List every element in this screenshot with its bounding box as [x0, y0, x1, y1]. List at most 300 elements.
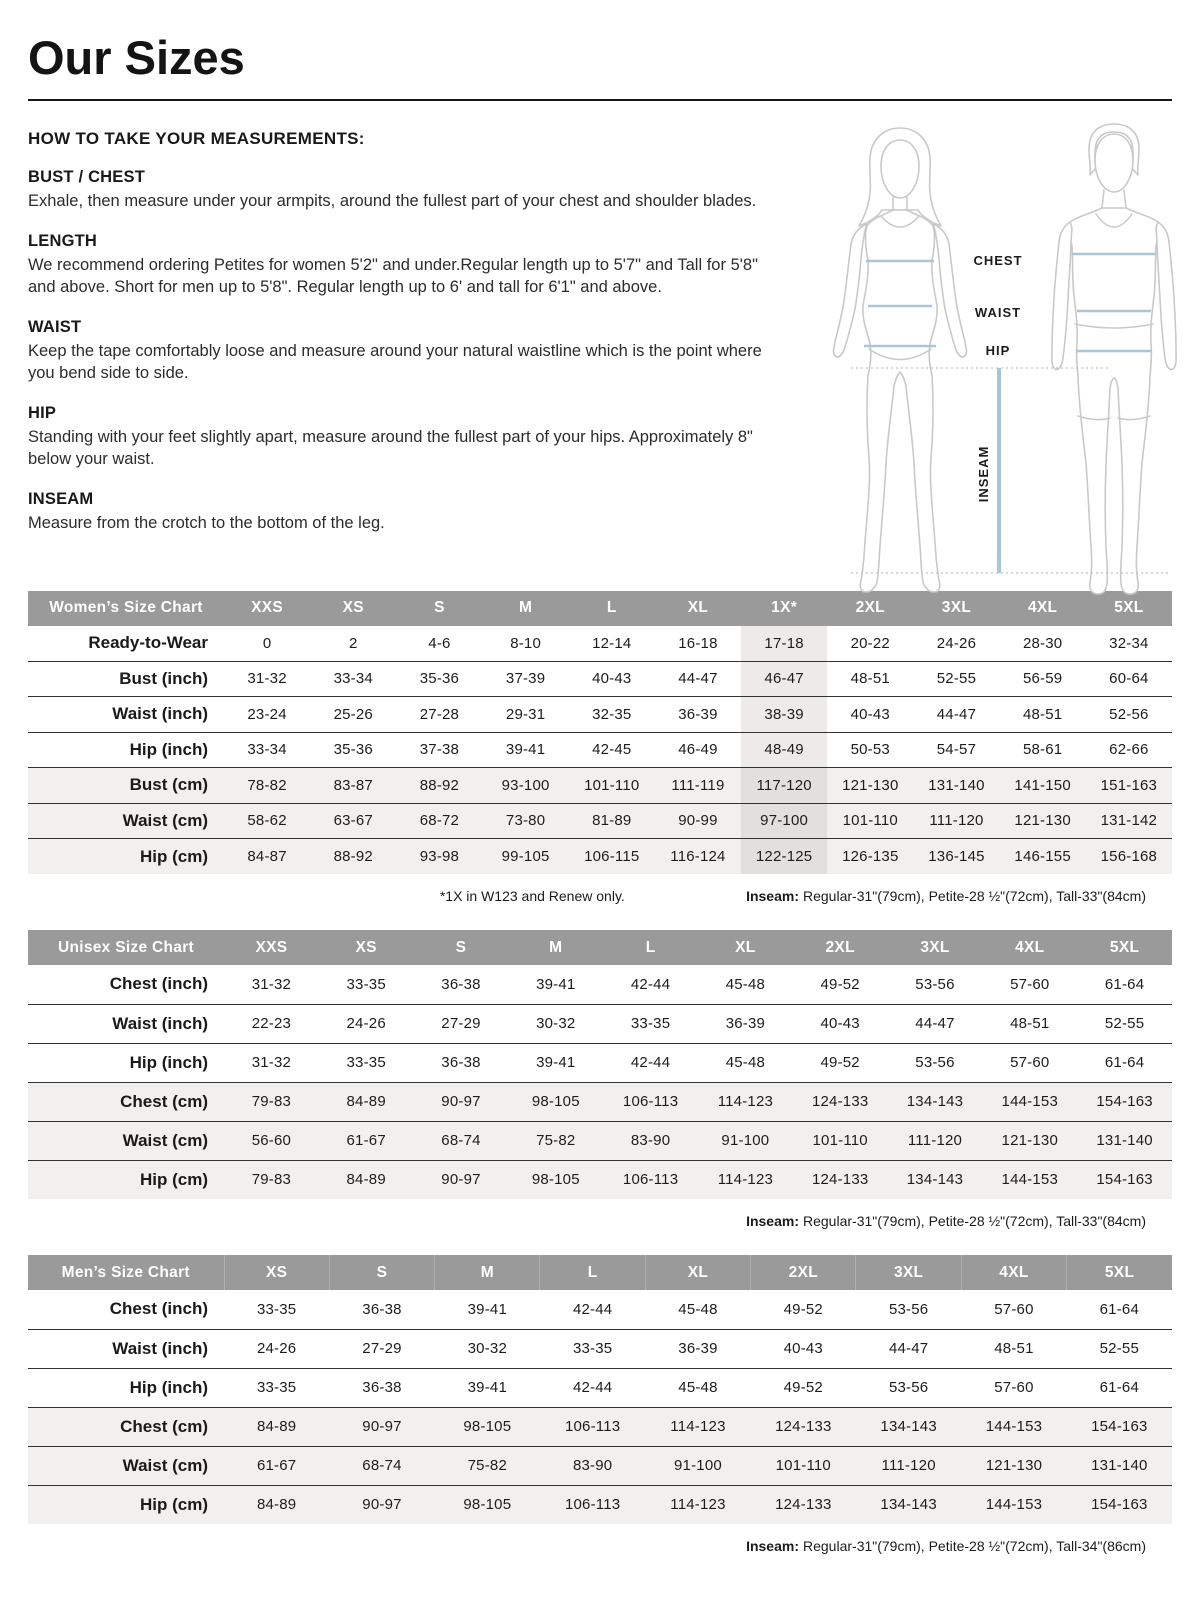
size-cell: 44-47 — [678, 670, 718, 688]
female-figure — [833, 128, 966, 592]
size-cell: 61-64 — [1104, 975, 1145, 993]
measurement-diagram — [806, 118, 1186, 598]
unisex-table-grid — [28, 930, 1172, 1199]
size-cell: 121-130 — [842, 776, 899, 794]
size-cell: 52-56 — [1109, 705, 1149, 723]
size-cell: 50-53 — [850, 741, 890, 759]
row-label: Ready-to-Wear — [88, 633, 208, 652]
size-cell: 101-110 — [842, 812, 898, 830]
column-header: 1X* — [741, 591, 827, 626]
size-cell: 33-35 — [630, 1015, 671, 1032]
title-divider — [28, 99, 1172, 101]
size-cell: 111-120 — [907, 1132, 963, 1149]
table-row — [28, 1043, 1172, 1082]
size-cell: 68-74 — [362, 1457, 402, 1474]
section-body: Standing with your feet slightly apart, measure around the fullest part of your hips. Approximately 8" below your waist. — [28, 427, 753, 468]
womens-footnotes — [28, 888, 1172, 904]
size-cell: 78-82 — [247, 776, 287, 794]
womens-size-table — [28, 591, 1172, 875]
size-cell: 58-61 — [1022, 741, 1063, 759]
size-cell: 38-39 — [741, 697, 827, 733]
mens-size-chart-section — [28, 1255, 1172, 1554]
size-cell: 75-82 — [536, 1132, 576, 1149]
size-cell: 35-36 — [419, 670, 460, 688]
size-cell: 32-35 — [592, 705, 632, 723]
size-cell: 60-64 — [1109, 670, 1149, 688]
size-cell: 39-41 — [467, 1379, 507, 1396]
table-row — [28, 1290, 1172, 1329]
unisex-footnotes — [28, 1213, 1172, 1229]
size-cell: 98-105 — [531, 1171, 580, 1189]
section-title: HIP — [28, 403, 57, 422]
size-cell: 24-26 — [256, 1340, 297, 1357]
size-cell: 131-140 — [1091, 1457, 1148, 1474]
size-cell: 57-60 — [994, 1300, 1034, 1318]
inseam-footnote-text: Regular-31"(79cm), Petite-28 ½"(72cm), Tall-33"(84cm) — [803, 888, 1146, 904]
row-label: Bust (cm) — [129, 775, 208, 795]
size-cell: 42-45 — [592, 741, 632, 759]
size-cell: 45-48 — [678, 1379, 718, 1396]
size-cell: 93-98 — [419, 848, 460, 865]
size-cell: 52-55 — [936, 670, 977, 688]
table-row — [28, 803, 1172, 839]
size-cell: 48-51 — [1010, 1015, 1050, 1032]
size-cell: 91-100 — [674, 1457, 722, 1474]
size-cell: 154-163 — [1096, 1093, 1153, 1110]
size-cell: 68-72 — [419, 812, 460, 830]
size-cell: 117-120 — [741, 768, 827, 804]
size-cell: 57-60 — [994, 1379, 1034, 1396]
size-cell: 48-51 — [1022, 705, 1063, 723]
size-cell: 106-115 — [584, 848, 640, 865]
table-title: Women’s Size Chart — [28, 591, 224, 626]
size-cell: 36-38 — [362, 1379, 402, 1396]
mens-footnotes — [28, 1538, 1172, 1554]
size-cell: 40-43 — [592, 670, 632, 688]
size-cell: 32-34 — [1109, 634, 1149, 652]
column-header: S — [396, 591, 482, 626]
size-cell: 73-80 — [505, 812, 546, 830]
size-cell: 24-26 — [936, 634, 977, 652]
size-cell: 52-55 — [1104, 1015, 1145, 1032]
size-cell: 48-51 — [850, 670, 890, 688]
size-cell: 36-38 — [441, 975, 481, 993]
size-cell: 12-14 — [592, 634, 632, 652]
size-cell: 57-60 — [1010, 975, 1050, 993]
size-cell: 36-39 — [725, 1015, 766, 1032]
size-cell: 144-153 — [985, 1496, 1043, 1514]
size-cell: 134-143 — [880, 1418, 937, 1435]
page-title: Our Sizes — [28, 31, 245, 84]
size-cell: 154-163 — [1091, 1418, 1148, 1435]
size-cell: 33-34 — [247, 741, 287, 759]
size-cell: 151-163 — [1100, 776, 1158, 794]
column-header: 4XL — [1000, 591, 1086, 626]
size-cell: 134-143 — [906, 1093, 964, 1110]
size-cell: 84-89 — [256, 1496, 297, 1514]
table-row — [28, 697, 1172, 733]
row-label: Hip (inch) — [129, 739, 208, 759]
section-body: Exhale, then measure under your armpits, around the fullest part of your chest and shoulder blades. — [28, 192, 757, 210]
size-cell: 30-32 — [536, 1015, 576, 1032]
size-cell: 124-133 — [775, 1496, 832, 1514]
size-cell: 40-43 — [820, 1015, 860, 1032]
column-header: L — [603, 930, 698, 965]
womens-inseam-footnote — [746, 888, 1172, 904]
mens-size-table — [28, 1255, 1172, 1524]
inseam-footnote-label: Inseam: — [746, 1213, 799, 1229]
size-cell: 36-38 — [362, 1300, 402, 1318]
size-cell: 22-23 — [251, 1015, 292, 1032]
size-cell: 36-38 — [441, 1054, 481, 1071]
size-cell: 106-113 — [564, 1496, 621, 1514]
size-cell: 57-60 — [1010, 1054, 1050, 1071]
inseam-footnote-text: Regular-31"(79cm), Petite-28 ½"(72cm), Tall-33"(84cm) — [803, 1213, 1146, 1229]
size-cell: 121-130 — [985, 1457, 1043, 1474]
size-cell: 83-87 — [333, 776, 373, 794]
size-cell: 84-87 — [247, 848, 287, 865]
unisex-size-table — [28, 930, 1172, 1199]
mens-inseam-footnote — [746, 1538, 1172, 1554]
column-header: 2XL — [827, 591, 913, 626]
size-cell: 68-74 — [441, 1132, 481, 1149]
size-cell: 2 — [348, 634, 358, 652]
size-cell: 124-133 — [811, 1093, 869, 1110]
size-cell: 114-123 — [717, 1171, 774, 1189]
table-title: Men’s Size Chart — [28, 1255, 224, 1290]
column-header: M — [435, 1255, 540, 1290]
size-cell: 17-18 — [741, 626, 827, 662]
size-cell: 83-90 — [630, 1132, 671, 1149]
measurement-instructions — [28, 129, 776, 535]
size-cell: 154-163 — [1091, 1496, 1148, 1514]
row-label: Hip (inch) — [129, 1377, 208, 1397]
size-cell: 106-113 — [622, 1171, 679, 1189]
size-cell: 90-97 — [362, 1496, 402, 1514]
size-cell: 61-64 — [1099, 1379, 1139, 1396]
size-cell: 101-110 — [812, 1132, 868, 1149]
column-header: 2XL — [751, 1255, 856, 1290]
section-waist — [28, 318, 776, 385]
size-cell: 84-89 — [346, 1171, 386, 1189]
size-cell: 4-6 — [428, 634, 451, 652]
size-cell: 42-44 — [572, 1379, 613, 1396]
table-title: Unisex Size Chart — [28, 930, 224, 965]
size-cell: 154-163 — [1096, 1171, 1153, 1189]
size-cell: 122-125 — [741, 839, 827, 875]
size-cell: 124-133 — [775, 1418, 832, 1435]
size-cell: 36-39 — [678, 705, 718, 723]
row-label: Waist (cm) — [122, 1130, 208, 1150]
size-cell: 27-29 — [441, 1015, 481, 1032]
size-cell: 33-35 — [572, 1340, 613, 1357]
table-row — [28, 965, 1172, 1004]
size-cell: 33-35 — [346, 975, 386, 993]
howto-heading: HOW TO TAKE YOUR MEASUREMENTS: — [28, 129, 365, 148]
row-label: Hip (cm) — [140, 1494, 208, 1514]
size-cell: 134-143 — [906, 1171, 964, 1189]
size-cell: 106-113 — [564, 1418, 621, 1435]
size-cell: 90-97 — [441, 1171, 481, 1189]
size-cell: 24-26 — [346, 1015, 386, 1032]
inseam-label: INSEAM — [976, 445, 991, 503]
column-header: 5XL — [1077, 930, 1172, 965]
column-header: XXS — [224, 930, 319, 965]
table-row — [28, 732, 1172, 768]
column-header: S — [329, 1255, 434, 1290]
size-cell: 101-110 — [775, 1457, 831, 1474]
size-cell: 53-56 — [915, 975, 955, 993]
row-label: Hip (inch) — [129, 1052, 208, 1072]
size-cell: 84-89 — [256, 1418, 297, 1435]
table-row — [28, 839, 1172, 875]
table-row — [28, 1329, 1172, 1368]
column-header: L — [569, 591, 655, 626]
column-header: XL — [655, 591, 741, 626]
section-title: INSEAM — [28, 489, 94, 508]
column-header: 5XL — [1086, 591, 1172, 626]
row-label: Waist (inch) — [112, 1338, 208, 1358]
row-label: Waist (cm) — [122, 1455, 208, 1475]
size-cell: 106-113 — [622, 1093, 679, 1110]
column-header: 3XL — [888, 930, 983, 965]
size-cell: 131-142 — [1100, 812, 1158, 830]
inseam-footnote-label: Inseam: — [746, 888, 799, 904]
size-cell: 31-32 — [251, 975, 292, 993]
size-cell: 28-30 — [1022, 634, 1063, 652]
column-header: XXS — [224, 591, 310, 626]
size-cell: 79-83 — [251, 1171, 292, 1189]
size-cell: 0 — [262, 634, 272, 652]
size-cell: 48-49 — [741, 732, 827, 768]
size-cell: 30-32 — [467, 1340, 507, 1357]
section-body: Measure from the crotch to the bottom of the leg. — [28, 513, 385, 532]
size-cell: 61-67 — [256, 1457, 297, 1474]
column-header: 3XL — [856, 1255, 961, 1290]
size-cell: 84-89 — [346, 1093, 386, 1110]
size-cell: 45-48 — [725, 975, 766, 993]
table-row — [28, 1121, 1172, 1160]
size-cell: 144-153 — [1001, 1093, 1058, 1110]
size-cell: 131-140 — [928, 776, 985, 794]
size-cell: 121-130 — [1001, 1132, 1058, 1149]
size-cell: 101-110 — [584, 776, 640, 794]
hip-label: HIP — [985, 343, 1011, 358]
size-cell: 45-48 — [678, 1300, 718, 1318]
size-cell: 44-47 — [936, 705, 977, 723]
size-cell: 98-105 — [531, 1093, 580, 1110]
womens-1x-footnote: *1X in W123 and Renew only. — [439, 888, 625, 904]
size-cell: 121-130 — [1014, 812, 1071, 830]
section-body: Keep the tape comfortably loose and measure around your natural waistline which is the point where you bend side to side. — [28, 341, 762, 382]
size-cell: 61-64 — [1099, 1300, 1139, 1318]
row-label: Bust (inch) — [119, 668, 208, 688]
table-row — [28, 1004, 1172, 1043]
row-label: Waist (inch) — [112, 1013, 208, 1033]
size-cell: 91-100 — [721, 1132, 770, 1149]
table-row — [28, 661, 1172, 697]
size-cell: 114-123 — [670, 1418, 726, 1435]
size-cell: 42-44 — [630, 975, 671, 993]
size-cell: 39-41 — [536, 1054, 576, 1071]
size-cell: 144-153 — [985, 1418, 1043, 1435]
size-cell: 97-100 — [741, 803, 827, 839]
size-cell: 114-123 — [670, 1496, 726, 1514]
size-cell: 16-18 — [678, 634, 718, 652]
size-cell: 49-52 — [783, 1300, 823, 1318]
row-label: Hip (cm) — [140, 846, 208, 866]
table-row — [28, 1446, 1172, 1485]
column-header: 4XL — [961, 1255, 1066, 1290]
size-cell: 33-35 — [256, 1379, 297, 1396]
size-cell: 33-35 — [346, 1054, 386, 1071]
size-cell: 136-145 — [928, 848, 985, 865]
size-cell: 49-52 — [820, 1054, 860, 1071]
table-row — [28, 1407, 1172, 1446]
size-cell: 37-38 — [419, 741, 460, 759]
size-cell: 53-56 — [915, 1054, 955, 1071]
size-cell: 46-47 — [741, 661, 827, 697]
size-cell: 25-26 — [333, 705, 373, 723]
section-body: We recommend ordering Petites for women 5'2" and under.Regular length up to 5'7" and Tall for 5'8" and above. Short for men up to 5'8". Regular length up to 6' and tall for 6'1" and above. — [28, 255, 758, 296]
row-label: Waist (inch) — [112, 704, 208, 724]
size-cell: 40-43 — [850, 705, 890, 723]
size-cell: 44-47 — [888, 1340, 929, 1357]
size-cell: 35-36 — [333, 741, 373, 759]
section-bust-chest — [28, 168, 776, 213]
row-label: Chest (cm) — [120, 1416, 208, 1436]
table-row — [28, 626, 1172, 662]
size-cell: 20-22 — [850, 634, 890, 652]
size-cell: 144-153 — [1001, 1171, 1058, 1189]
size-cell: 156-168 — [1100, 848, 1158, 865]
size-cell: 90-99 — [678, 812, 718, 830]
size-cell: 44-47 — [915, 1015, 955, 1032]
size-cell: 27-29 — [362, 1340, 402, 1357]
size-cell: 40-43 — [783, 1340, 823, 1357]
size-cell: 29-31 — [505, 705, 546, 723]
unisex-size-chart-section — [28, 930, 1172, 1229]
inseam-footnote-label: Inseam: — [746, 1538, 799, 1554]
section-title: BUST / CHEST — [28, 168, 145, 186]
size-cell: 111-120 — [929, 812, 984, 830]
column-header: XL — [645, 1255, 750, 1290]
column-header: L — [540, 1255, 645, 1290]
column-header: 3XL — [913, 591, 999, 626]
column-header: S — [414, 930, 509, 965]
size-cell: 63-67 — [333, 812, 373, 830]
size-cell: 99-105 — [501, 848, 550, 865]
size-cell: 31-32 — [247, 670, 287, 688]
size-cell: 49-52 — [783, 1379, 823, 1396]
column-header: XL — [698, 930, 793, 965]
size-cell: 79-83 — [251, 1093, 292, 1110]
section-inseam — [28, 490, 776, 535]
size-cell: 88-92 — [333, 848, 373, 865]
row-label: Chest (cm) — [120, 1091, 208, 1111]
size-cell: 114-123 — [717, 1093, 774, 1110]
size-cell: 39-41 — [467, 1300, 507, 1318]
inseam-footnote-text: Regular-31"(79cm), Petite-28 ½"(72cm), Tall-34"(86cm) — [803, 1538, 1146, 1554]
size-cell: 141-150 — [1014, 776, 1071, 794]
row-label: Waist (cm) — [122, 810, 208, 830]
size-cell: 33-34 — [333, 670, 373, 688]
womens-table-grid — [28, 591, 1172, 875]
size-cell: 75-82 — [467, 1457, 507, 1474]
size-cell: 46-49 — [678, 741, 718, 759]
size-cell: 27-28 — [419, 705, 460, 723]
size-cell: 88-92 — [419, 776, 460, 794]
section-title: WAIST — [28, 317, 82, 336]
table-row — [28, 1082, 1172, 1121]
column-header: XS — [224, 1255, 329, 1290]
size-cell: 45-48 — [725, 1054, 766, 1071]
size-cell: 81-89 — [592, 812, 632, 830]
table-row — [28, 1485, 1172, 1524]
size-cell: 48-51 — [994, 1340, 1034, 1357]
size-cell: 116-124 — [670, 848, 726, 865]
column-header: XS — [319, 930, 414, 965]
size-cell: 98-105 — [463, 1496, 512, 1514]
size-cell: 93-100 — [501, 776, 550, 794]
table-row — [28, 768, 1172, 804]
section-hip — [28, 404, 776, 471]
column-header: M — [508, 930, 603, 965]
womens-size-chart-section — [28, 591, 1172, 905]
size-cell: 31-32 — [251, 1054, 292, 1071]
section-title: LENGTH — [28, 231, 98, 250]
size-cell: 8-10 — [510, 634, 542, 652]
size-cell: 42-44 — [572, 1300, 613, 1318]
size-cell: 49-52 — [820, 975, 860, 993]
size-cell: 23-24 — [247, 705, 287, 723]
size-cell: 124-133 — [811, 1171, 869, 1189]
chest-label: CHEST — [973, 253, 1023, 268]
column-header: 5XL — [1067, 1255, 1172, 1290]
table-row — [28, 1368, 1172, 1407]
body-figures-illustration — [806, 118, 1186, 598]
size-cell: 33-35 — [256, 1300, 297, 1318]
size-cell: 134-143 — [880, 1496, 937, 1514]
size-cell: 61-67 — [346, 1132, 386, 1149]
table-row — [28, 1160, 1172, 1199]
mens-table-grid — [28, 1255, 1172, 1524]
size-cell: 62-66 — [1109, 741, 1149, 759]
column-header: M — [483, 591, 569, 626]
size-cell: 53-56 — [888, 1379, 929, 1396]
size-cell: 146-155 — [1014, 848, 1071, 865]
size-cell: 54-57 — [936, 741, 977, 759]
size-cell: 111-120 — [881, 1457, 936, 1474]
row-label: Chest (inch) — [109, 1299, 208, 1319]
size-cell: 36-39 — [678, 1340, 718, 1357]
size-cell: 37-39 — [505, 670, 546, 688]
size-cell: 61-64 — [1104, 1054, 1145, 1071]
size-cell: 42-44 — [630, 1054, 671, 1071]
size-cell: 90-97 — [441, 1093, 481, 1110]
size-cell: 39-41 — [536, 975, 576, 993]
size-cell: 39-41 — [505, 741, 546, 759]
size-cell: 83-90 — [572, 1457, 613, 1474]
size-cell: 98-105 — [463, 1418, 512, 1435]
column-header: 2XL — [793, 930, 888, 965]
unisex-inseam-footnote — [746, 1213, 1172, 1229]
size-cell: 56-60 — [251, 1132, 292, 1149]
male-figure — [1052, 124, 1176, 594]
row-label: Hip (cm) — [140, 1169, 208, 1189]
size-cell: 90-97 — [362, 1418, 402, 1435]
size-cell: 131-140 — [1096, 1132, 1153, 1149]
